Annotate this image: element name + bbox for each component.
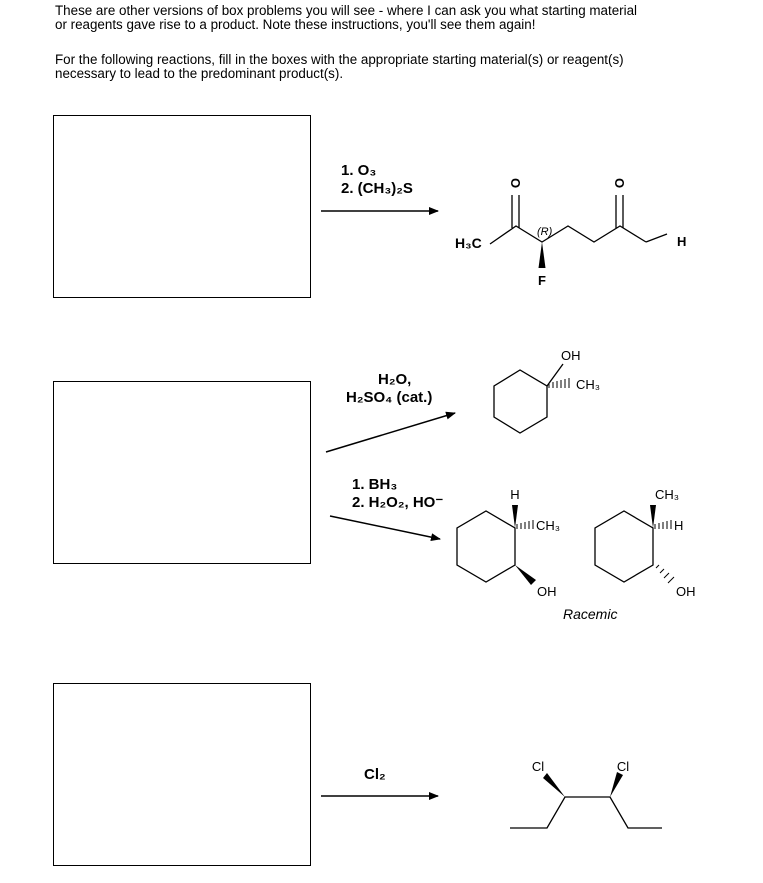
product-1-fluoro: F bbox=[538, 273, 546, 288]
reaction1-step2: 2. (CH₃)₂S bbox=[341, 180, 413, 197]
racemic-label: Racemic bbox=[563, 606, 618, 622]
product-3b-structure bbox=[595, 505, 674, 583]
reaction-arrow-3 bbox=[330, 516, 440, 539]
product-2-methyl: CH₃ bbox=[576, 377, 601, 392]
product-1-aldehyde-hydrogen: H bbox=[677, 234, 687, 249]
product-3a-hydrogen: H bbox=[510, 487, 520, 502]
product-4-chlorine-1: Cl bbox=[531, 759, 545, 774]
product-1-aldehyde-oxygen: O bbox=[612, 177, 627, 189]
product-3a-hydroxyl: OH bbox=[537, 584, 557, 599]
reaction4-reagent: Cl₂ bbox=[364, 766, 386, 783]
product-4-structure bbox=[510, 772, 662, 828]
product-1-ketone-oxygen: O bbox=[508, 177, 523, 189]
intro-line: These are other versions of box problems you will see - where I can ask you what starting material bbox=[55, 3, 638, 18]
reaction1-step1: 1. O₃ bbox=[341, 162, 377, 179]
intro-line: necessary to lead to the predominant product(s). bbox=[55, 66, 344, 81]
product-3b-hydroxyl: OH bbox=[676, 584, 696, 599]
product-3b-methyl: CH₃ bbox=[655, 487, 680, 502]
reaction2-reagent-line1: H₂O, bbox=[378, 371, 412, 388]
reaction-arrow-2 bbox=[326, 413, 455, 452]
product-1-methyl: H₃C bbox=[455, 235, 482, 251]
product-1-stereo-label: (R) bbox=[537, 226, 553, 238]
intro-line: or reagents gave rise to a product. Note these instructions, you'll see them again! bbox=[55, 17, 536, 32]
product-3b-hydrogen: H bbox=[674, 518, 684, 533]
reaction3-step1: 1. BH₃ bbox=[352, 476, 398, 493]
product-1-structure bbox=[490, 195, 667, 268]
product-4-chlorine-2: Cl bbox=[616, 759, 630, 774]
reaction3-step2: 2. H₂O₂, HO⁻ bbox=[352, 494, 444, 511]
reaction2-reagent-line2: H₂SO₄ (cat.) bbox=[346, 389, 433, 406]
product-3a-methyl: CH₃ bbox=[536, 518, 561, 533]
product-2-structure bbox=[494, 364, 569, 433]
intro-line: For the following reactions, fill in the boxes with the appropriate starting material(s) or reagent(s) bbox=[55, 52, 624, 67]
product-3a-structure bbox=[457, 505, 536, 585]
product-2-hydroxyl: OH bbox=[561, 348, 581, 363]
